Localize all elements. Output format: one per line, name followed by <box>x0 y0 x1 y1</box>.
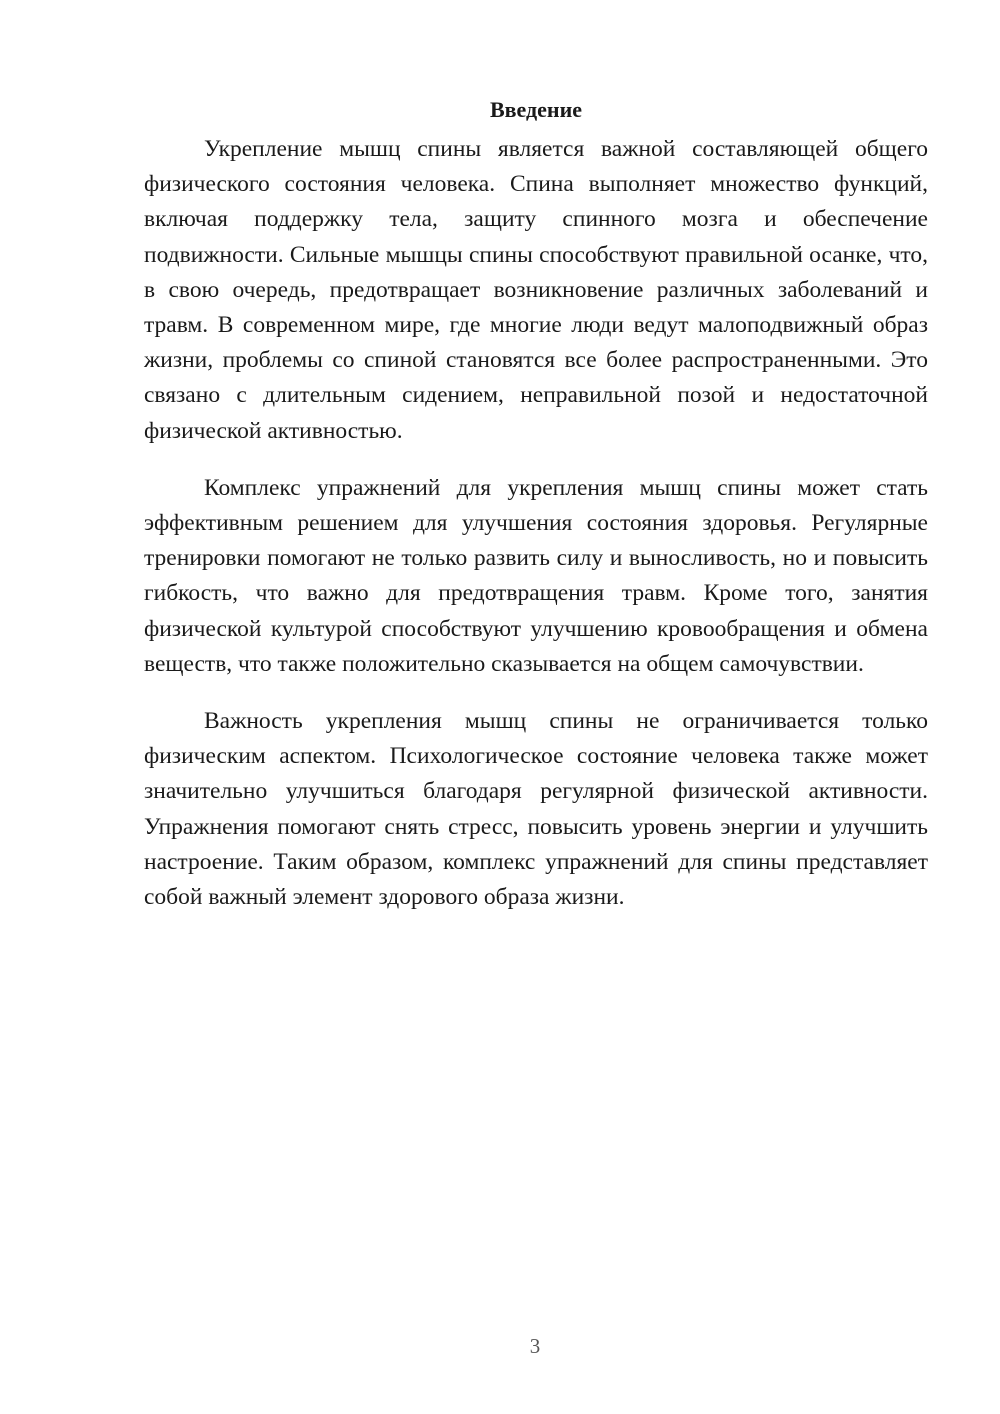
page-content <box>144 92 928 915</box>
paragraph-1: Укрепление мышц спины является важной составляющей общего физического состояния человека. Спина выполняет множество функций, включая поддержку тела, защиту спинного мозга и обеспечение подвижности. Сильные мышцы спины способствуют правильной осанке, что, в свою очередь, предотвращает возникновение различных заболеваний и травм. В современном мире, где многие люди ведут малоподвижный образ жизни, проблемы со спиной становятся все более распространенными. Это связано с длительным сидением, неправильной позой и недостаточной физической активностью. <box>144 136 928 444</box>
page-number: 3 <box>529 1334 541 1358</box>
paragraph-3: Важность укрепления мышц спины не ограничивается только физическим аспектом. Психологическое состояние человека также может значительно улучшиться благодаря регулярной физической активности. Упражнения помогают снять стресс, повысить уровень энергии и улучшить настроение. Таким образом, комплекс упражнений для спины представляет собой важный элемент здорового образа жизни. <box>144 708 928 911</box>
paragraph-2: Комплекс упражнений для укрепления мышц спины может стать эффективным решением для улучшения состояния здоровья. Регулярные тренировки помогают не только развить силу и выносливость, но и повысить гибкость, что важно для предотвращения травм. Кроме того, занятия физической культурой способствуют улучшению кровообращения и обмена веществ, что также положительно сказывается на общем самочувствии. <box>144 474 928 677</box>
section-heading: Введение <box>489 97 583 122</box>
